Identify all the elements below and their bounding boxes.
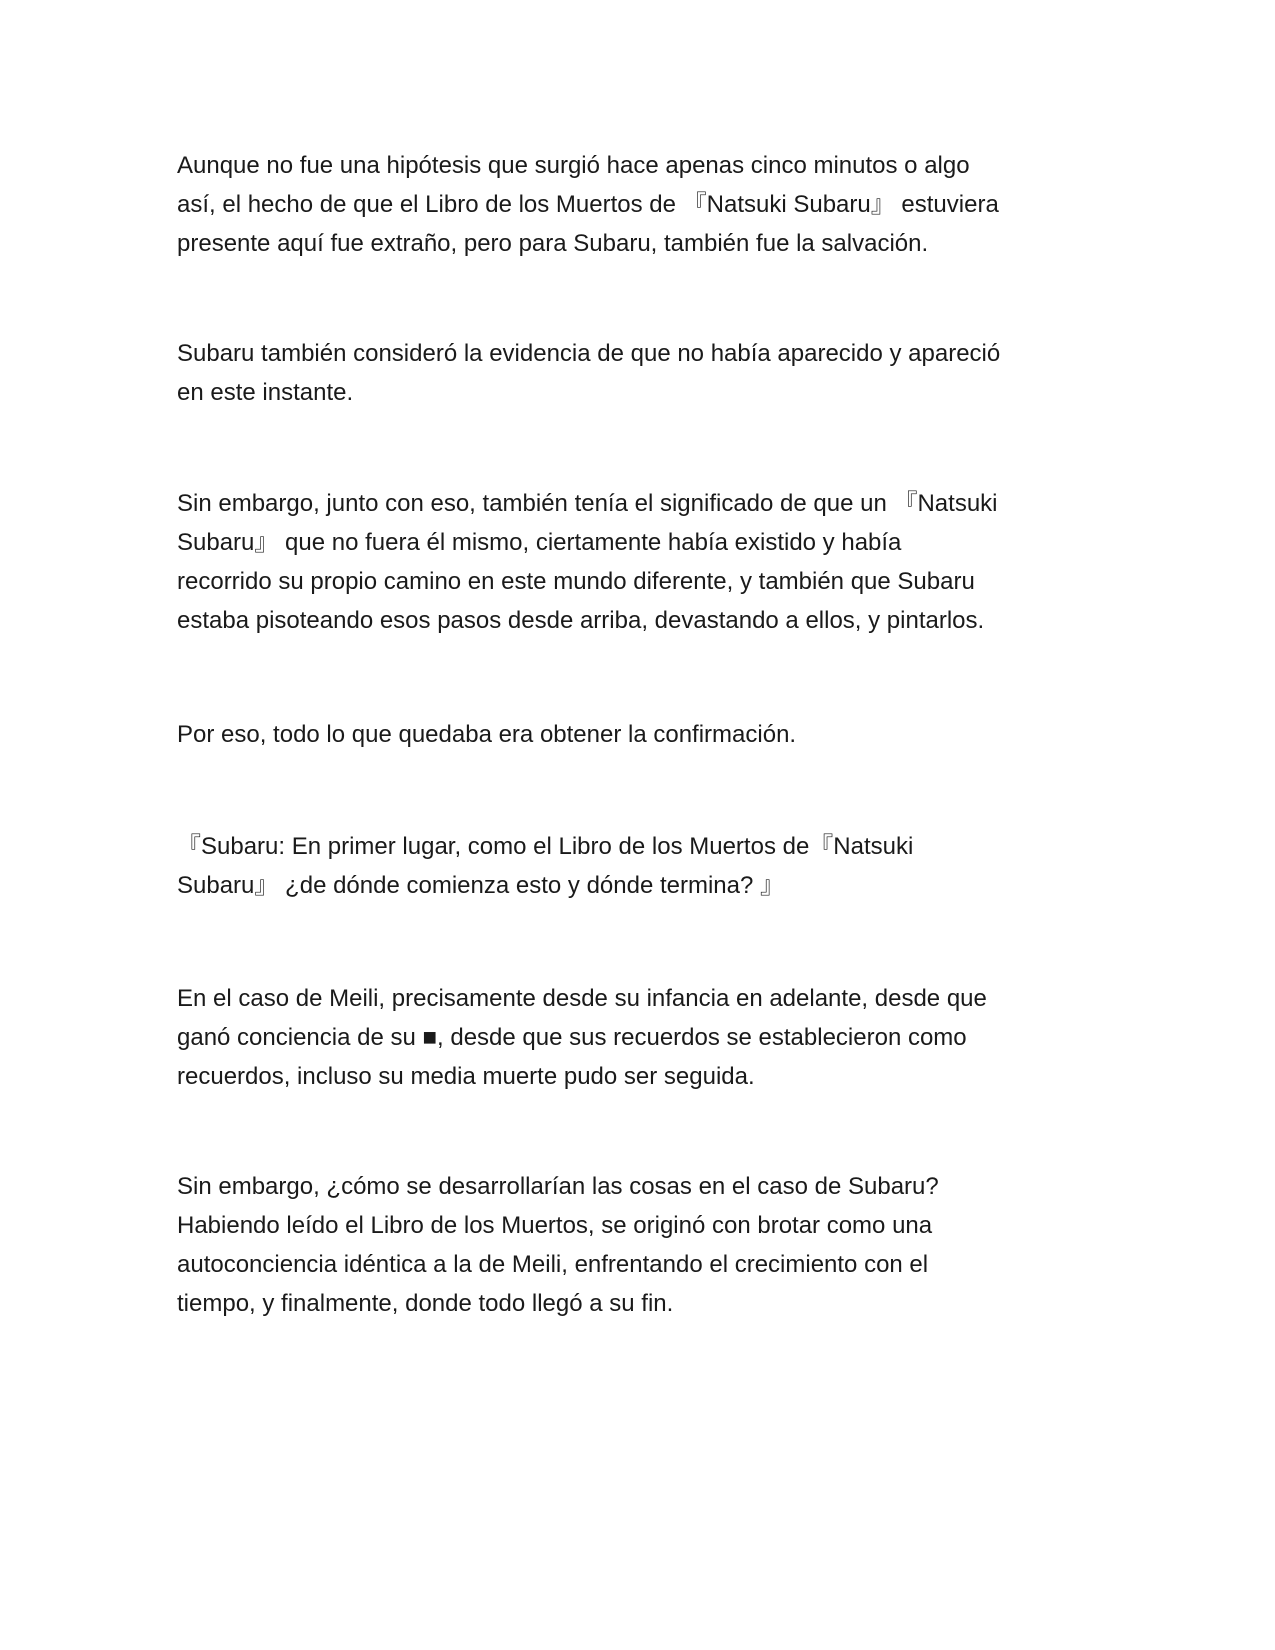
text-line: Subaru también consideró la evidencia de que no había aparecido y apareció — [177, 340, 1001, 367]
text-line: Subaru』 que no fuera él mismo, ciertamente había existido y había — [177, 529, 902, 556]
paragraph-4 — [177, 715, 1107, 754]
paragraph-3 — [177, 484, 1107, 640]
text-line: Por eso, todo lo que quedaba era obtener la confirmación. — [177, 721, 797, 748]
text-line: presente aquí fue extraño, pero para Subaru, también fue la salvación. — [177, 230, 929, 257]
text-line: Sin embargo, ¿cómo se desarrollarían las cosas en el caso de Subaru? — [177, 1173, 939, 1200]
paragraph-1 — [177, 146, 1107, 263]
paragraph-6 — [177, 979, 1107, 1096]
text-line: Subaru』 ¿de dónde comienza esto y dónde termina? 』 — [177, 872, 785, 899]
text-line: en este instante. — [177, 379, 354, 406]
paragraph-2 — [177, 334, 1107, 412]
text-line: recuerdos, incluso su media muerte pudo ser seguida. — [177, 1063, 755, 1090]
paragraph-5 — [177, 827, 1107, 905]
text-line: Sin embargo, junto con eso, también tenía el significado de que un 『Natsuki — [177, 490, 998, 517]
text-line: ganó conciencia de su ■, desde que sus recuerdos se establecieron como — [177, 1024, 967, 1051]
text-line: En el caso de Meili, precisamente desde su infancia en adelante, desde que — [177, 985, 987, 1012]
text-line: Aunque no fue una hipótesis que surgió hace apenas cinco minutos o algo — [177, 152, 970, 179]
text-line: autoconciencia idéntica a la de Meili, enfrentando el crecimiento con el — [177, 1251, 929, 1278]
text-line: recorrido su propio camino en este mundo diferente, y también que Subaru — [177, 568, 975, 595]
text-line: Habiendo leído el Libro de los Muertos, se originó con brotar como una — [177, 1212, 933, 1239]
text-line: 『Subaru: En primer lugar, como el Libro de los Muertos de『Natsuki — [177, 833, 914, 860]
text-line: estaba pisoteando esos pasos desde arriba, devastando a ellos, y pintarlos. — [177, 607, 985, 634]
text-line: así, el hecho de que el Libro de los Muertos de 『Natsuki Subaru』 estuviera — [177, 191, 999, 218]
paragraph-7 — [177, 1167, 1107, 1323]
text-line: tiempo, y finalmente, donde todo llegó a su fin. — [177, 1290, 674, 1317]
